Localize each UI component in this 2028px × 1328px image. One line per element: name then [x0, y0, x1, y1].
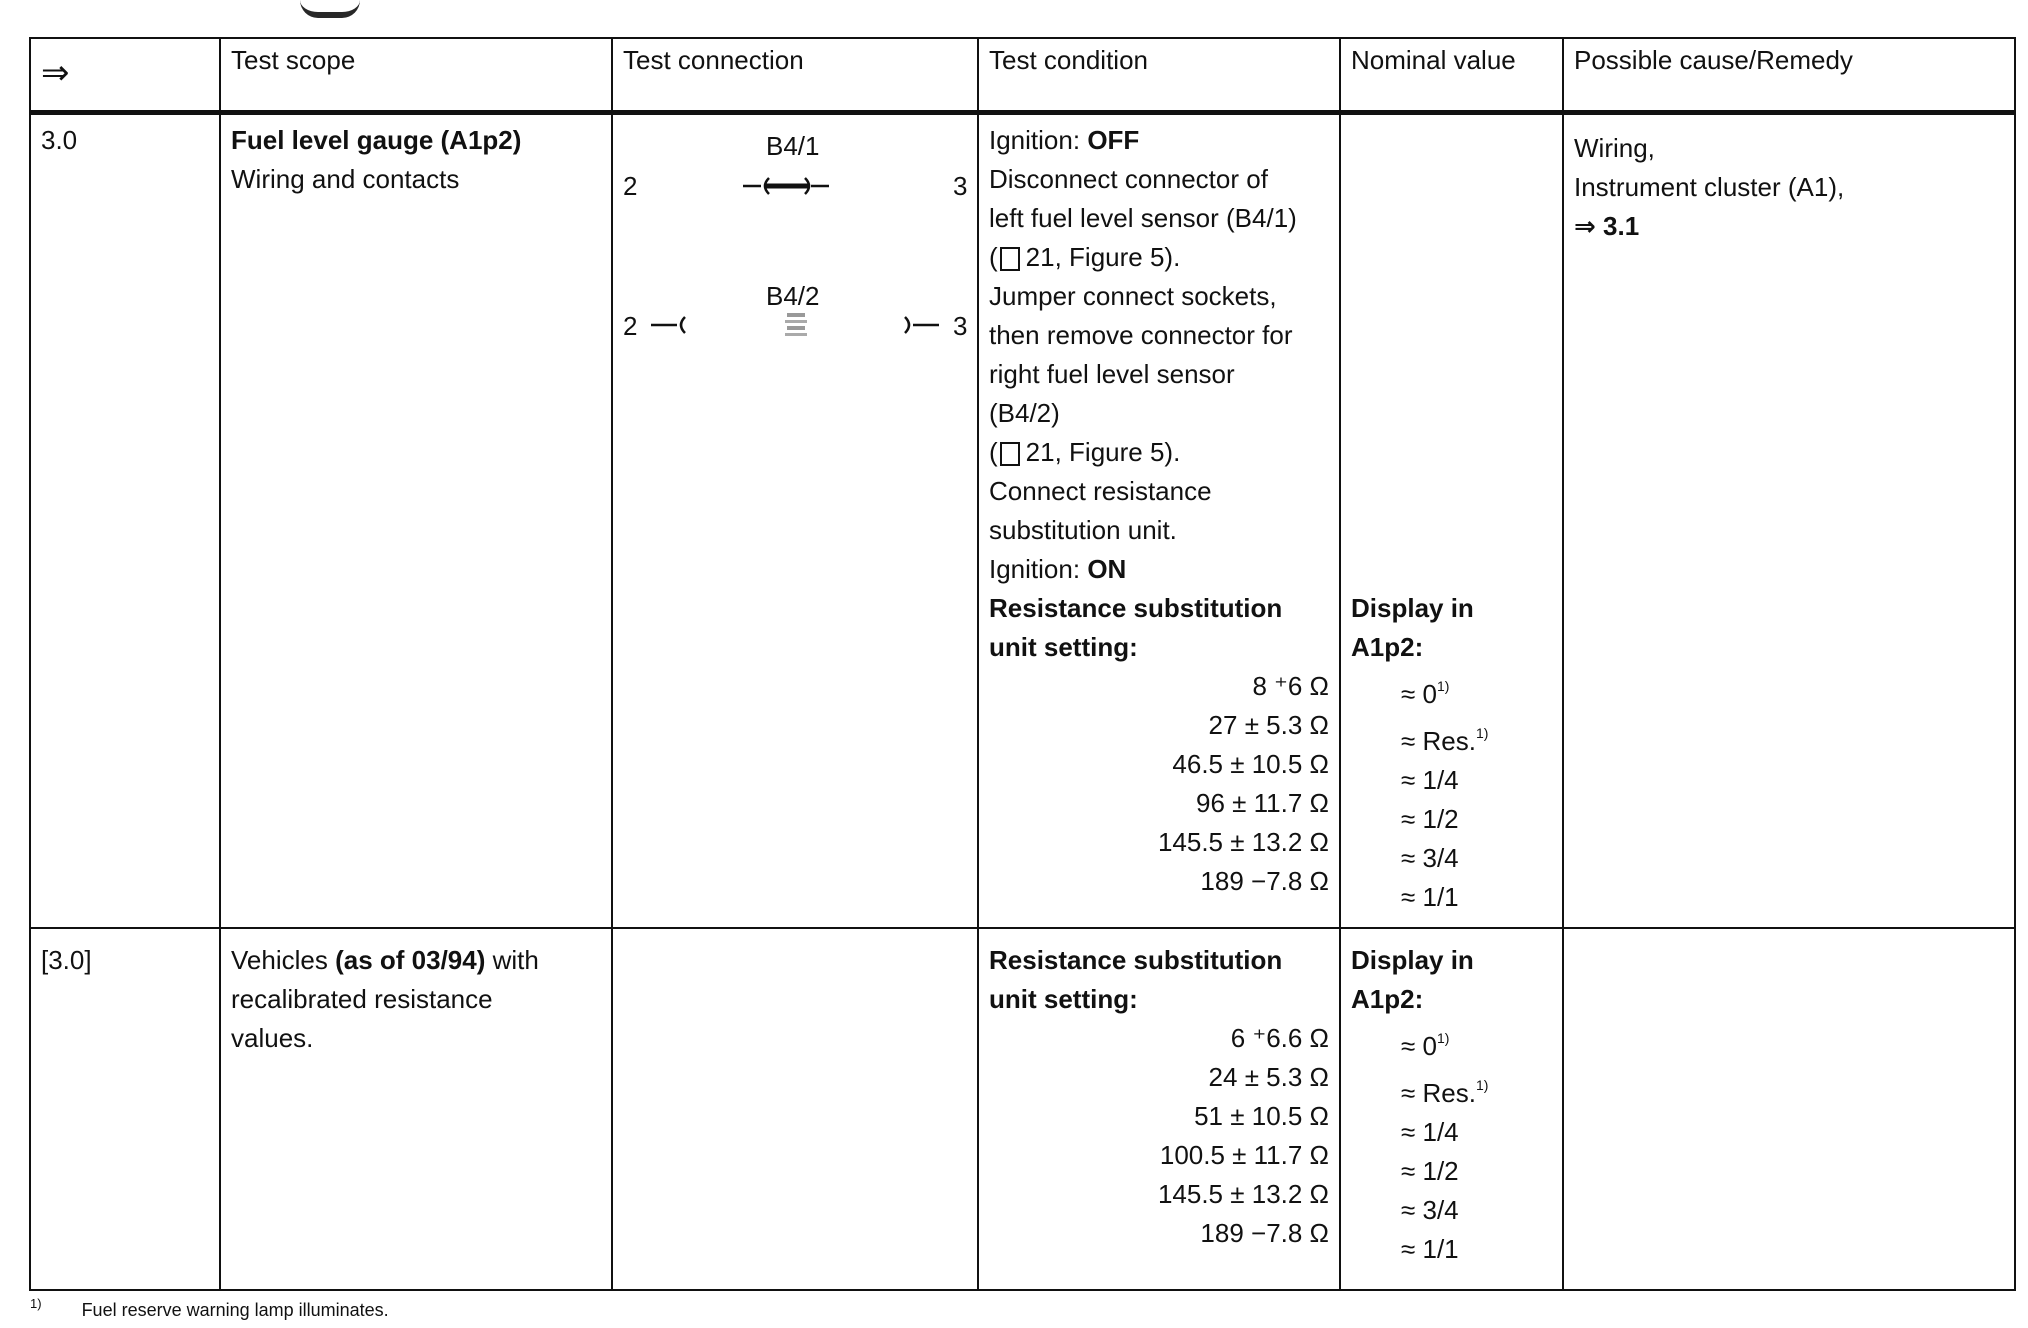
b42-pin-right: 3 — [953, 310, 968, 341]
setting-values — [989, 667, 1329, 901]
footnote-mark: 1) — [30, 1296, 42, 1311]
cause-text: Wiring, — [1574, 132, 1655, 163]
setting-value: 6 ⁺6.6 Ω — [1230, 1023, 1329, 1054]
step-number: 3.0 — [41, 124, 78, 155]
ignition-label: Ignition: — [989, 124, 1081, 155]
setting-value: 8 ⁺6 Ω — [1252, 670, 1329, 701]
setting-value: 27 ± 5.3 Ω — [1208, 709, 1329, 740]
scope-date: (as of 03/94) — [335, 945, 486, 976]
nominal-title: A1p2: — [1351, 984, 1424, 1015]
nominal-title: Display in — [1351, 592, 1474, 623]
header-possible-cause: Possible cause/Remedy — [1563, 38, 2015, 112]
cause-text — [1564, 929, 2014, 941]
condition-cell — [978, 112, 1340, 928]
b42-connector-icon — [651, 317, 939, 333]
connection-cell — [612, 112, 978, 928]
condition-cell — [978, 928, 1340, 1290]
setting-title: Resistance substitution — [989, 592, 1283, 623]
cause-cell — [1563, 112, 2015, 928]
b41-jumper-icon — [743, 178, 829, 194]
header-arrow: ⇒ — [30, 38, 220, 112]
table-header-row — [30, 38, 2015, 112]
setting-value: 100.5 ± 11.7 Ω — [1159, 1140, 1329, 1171]
setting-value: 24 ± 5.3 Ω — [1208, 1062, 1329, 1093]
nominal-value: ≈ 1/1 — [1401, 881, 1459, 912]
condition-text: right fuel level sensor — [989, 358, 1235, 389]
setting-value: 145.5 ± 13.2 Ω — [1157, 1179, 1329, 1210]
setting-title: unit setting: — [989, 631, 1138, 662]
step-cell — [30, 112, 220, 928]
setting-value: 189 −7.8 Ω — [1200, 1218, 1329, 1249]
diagnosis-table — [29, 37, 2016, 1291]
b41-label: B4/1 — [766, 130, 820, 161]
setting-value: 51 ± 10.5 Ω — [1194, 1101, 1329, 1132]
ref-paren: ( — [989, 436, 998, 467]
cause-cell — [1563, 928, 2015, 1290]
nominal-value: ≈ 1/2 — [1401, 1156, 1459, 1187]
cause-text: Instrument cluster (A1), — [1574, 171, 1845, 202]
table-row — [30, 112, 2015, 928]
footnote — [30, 1292, 389, 1322]
reference-text: 21, Figure 5). — [1025, 436, 1181, 467]
scope-text: Vehicles — [231, 945, 328, 976]
scope-text: with — [492, 945, 539, 976]
setting-values — [989, 1019, 1329, 1253]
setting-value: 189 −7.8 Ω — [1200, 865, 1329, 896]
reference-text: 21, Figure 5). — [1025, 241, 1181, 272]
table-row — [30, 928, 2015, 1290]
setting-title: Resistance substitution — [989, 945, 1283, 976]
setting-title: unit setting: — [989, 984, 1138, 1015]
ignition-label: Ignition: — [989, 553, 1081, 584]
cause-next-step: ⇒ 3.1 — [1574, 210, 1640, 241]
b41-pin-right: 3 — [953, 170, 968, 201]
condition-text: Disconnect connector of — [989, 163, 1268, 194]
condition-text: then remove connector for — [989, 319, 1293, 350]
setting-value: 96 ± 11.7 Ω — [1196, 787, 1329, 818]
scope-subtitle: Wiring and contacts — [231, 163, 460, 194]
ignition-off: OFF — [1087, 124, 1140, 155]
nominal-cell — [1340, 928, 1563, 1290]
b42-pin-left: 2 — [623, 310, 638, 341]
step-number: [3.0] — [41, 945, 92, 976]
nominal-value: ≈ 1/1 — [1401, 1234, 1459, 1265]
nominal-value: ≈ 1/4 — [1401, 764, 1459, 795]
cropped-heading-fragment — [300, 0, 360, 18]
scope-cell — [220, 928, 612, 1290]
nominal-value: ≈ 3/4 — [1401, 1195, 1459, 1226]
nominal-value: ≈ Res.$^{1)}$ — [1401, 1077, 1489, 1109]
b42-smudge-icon — [785, 313, 807, 336]
b42-label: B4/2 — [766, 280, 820, 311]
condition-text: left fuel level sensor (B4/1) — [989, 202, 1297, 233]
nominal-value: ≈ Res.$^{1)}$ — [1401, 724, 1489, 756]
nominal-title: Display in — [1351, 945, 1474, 976]
condition-text: (B4/2) — [989, 397, 1060, 428]
setting-value: 145.5 ± 13.2 Ω — [1157, 826, 1329, 857]
condition-text: Connect resistance — [989, 475, 1212, 506]
scope-text: recalibrated resistance — [231, 984, 493, 1015]
nominal-value: ≈ 1/4 — [1401, 1117, 1459, 1148]
book-reference-icon — [1000, 442, 1020, 466]
nominal-title: A1p2: — [1351, 631, 1424, 662]
footnote-text: Fuel reserve warning lamp illuminates. — [81, 1300, 389, 1320]
header-test-connection: Test connection — [612, 38, 978, 112]
scope-title: Fuel level gauge (A1p2) — [231, 124, 522, 155]
setting-value: 46.5 ± 10.5 Ω — [1172, 748, 1329, 779]
book-reference-icon — [1000, 247, 1020, 271]
ref-paren: ( — [989, 241, 998, 272]
header-nominal-value: Nominal value — [1340, 38, 1563, 112]
condition-text: Jumper connect sockets, — [989, 280, 1277, 311]
ignition-on: ON — [1087, 553, 1127, 584]
scope-cell — [220, 112, 612, 928]
nominal-value: ≈ $0^{1)}$ — [1401, 677, 1450, 709]
header-test-scope: Test scope — [220, 38, 612, 112]
connection-diagram — [613, 115, 977, 395]
connector-symbols — [613, 115, 979, 395]
condition-text: substitution unit. — [989, 514, 1177, 545]
nominal-cell — [1340, 112, 1563, 928]
nominal-value: ≈ 1/2 — [1401, 803, 1459, 834]
nominal-value: ≈ $0^{1)}$ — [1401, 1030, 1450, 1062]
scope-text: values. — [231, 1023, 314, 1054]
header-test-condition: Test condition — [978, 38, 1340, 112]
step-cell — [30, 928, 220, 1290]
nominal-value: ≈ 3/4 — [1401, 842, 1459, 873]
b41-pin-left: 2 — [623, 170, 638, 201]
connection-cell — [612, 928, 978, 1290]
